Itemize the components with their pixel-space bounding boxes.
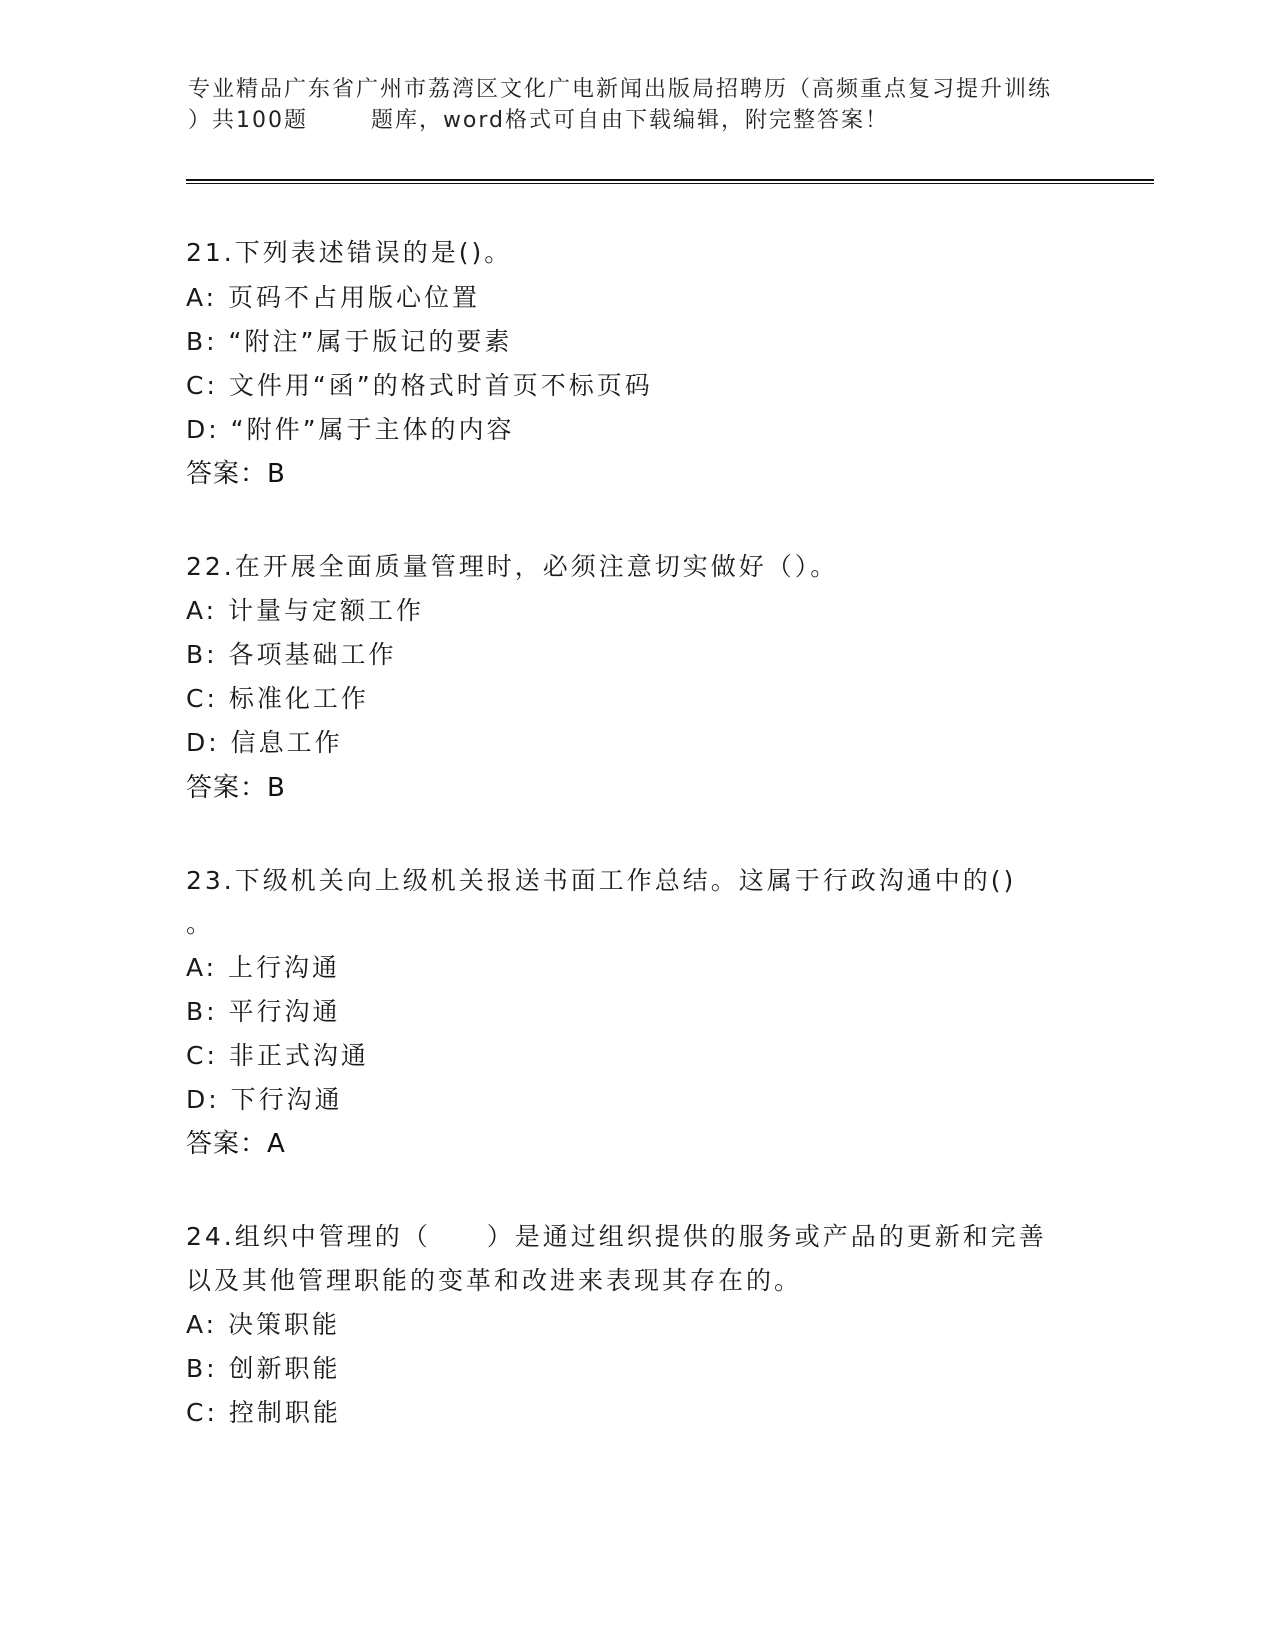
header-divider-top — [186, 179, 1154, 181]
question-23-stem-line-1: 23.下级机关向上级机关报送书面工作总结。这属于行政沟通中的() — [186, 866, 1017, 895]
question-22-option-d: D: 信息工作 — [186, 728, 343, 757]
question-22-option-c: C: 标准化工作 — [186, 684, 369, 713]
question-21-option-b: B: “附注”属于版记的要素 — [186, 327, 513, 356]
question-23-stem-line-2: 。 — [186, 909, 215, 938]
question-24-stem-line-1: 24.组织中管理的（ ）是通过组织提供的服务或产品的更新和完善 — [186, 1222, 1047, 1251]
question-23-answer: 答案：A — [186, 1129, 286, 1159]
question-22-stem: 22.在开展全面质量管理时，必须注意切实做好（）。 — [186, 552, 839, 581]
question-21-option-c: C: 文件用“函”的格式时首页不标页码 — [186, 371, 653, 400]
question-21-option-a: A: 页码不占用版心位置 — [186, 283, 481, 312]
header-line-1: 专业精品广东省广州市荔湾区文化广电新闻出版局招聘历（高频重点复习提升训练 — [188, 77, 1053, 102]
page-header — [188, 74, 1088, 136]
question-24-stem-line-2: 以及其他管理职能的变革和改进来表现其存在的。 — [186, 1266, 803, 1295]
question-22-option-a: A: 计量与定额工作 — [186, 596, 425, 625]
question-23-option-a: A: 上行沟通 — [186, 953, 341, 982]
header-line-2: ）共100题 题库，word格式可自由下载编辑，附完整答案！ — [188, 108, 890, 133]
question-21-answer: 答案：B — [186, 459, 286, 489]
question-23-option-d: D: 下行沟通 — [186, 1085, 343, 1114]
question-24-option-a: A: 决策职能 — [186, 1310, 341, 1339]
question-22-answer: 答案：B — [186, 773, 286, 803]
header-divider-bottom — [186, 183, 1154, 184]
question-23-option-c: C: 非正式沟通 — [186, 1041, 369, 1070]
question-23-option-b: B: 平行沟通 — [186, 997, 341, 1026]
question-22-option-b: B: 各项基础工作 — [186, 640, 397, 669]
question-21-option-d: D: “附件”属于主体的内容 — [186, 415, 515, 444]
question-21-stem: 21.下列表述错误的是()。 — [186, 238, 513, 267]
question-24-option-b: B: 创新职能 — [186, 1354, 341, 1383]
question-24-option-c: C: 控制职能 — [186, 1398, 341, 1427]
